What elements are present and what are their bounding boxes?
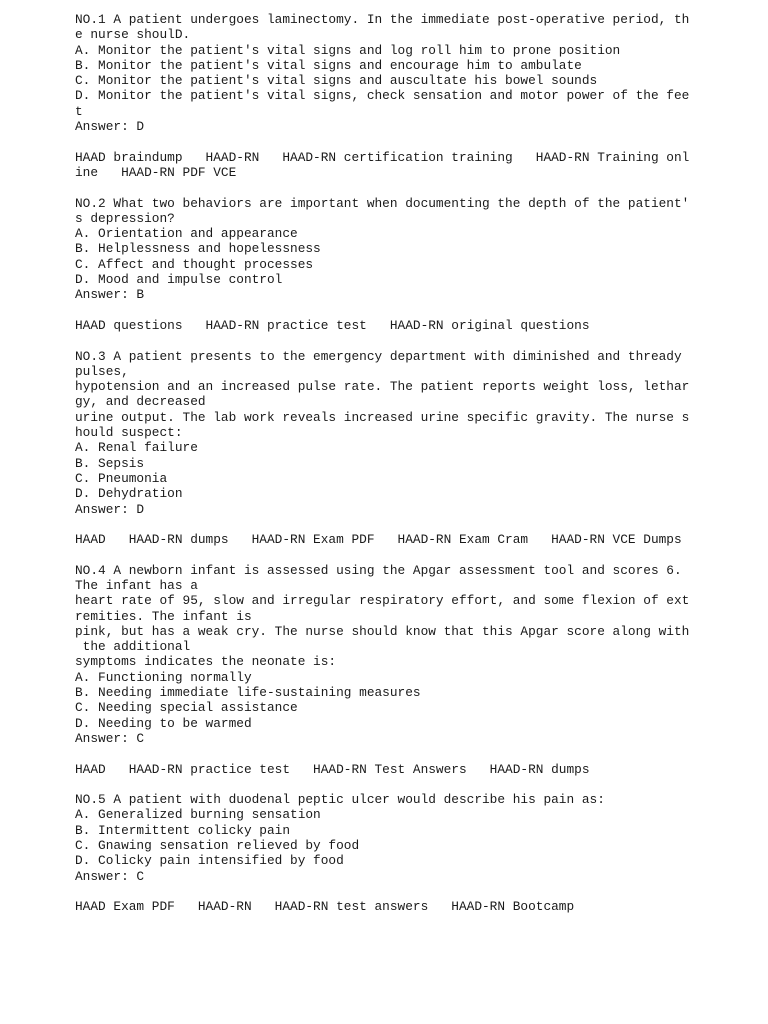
question-text: s depression? [75, 210, 175, 226]
option-b: B. Monitor the patient's vital signs and encourage him to ambulate [75, 57, 582, 73]
question-block-2 [75, 195, 690, 303]
option-b: B. Sepsis [75, 455, 145, 471]
question-block-4 [75, 562, 690, 747]
tag-links-1 [75, 149, 690, 181]
tag-link-line[interactable]: HAAD questions HAAD-RN practice test HAAD-RN original questions [75, 317, 590, 333]
option-b: B. Intermittent colicky pain [75, 822, 291, 838]
tag-link-line[interactable]: HAAD HAAD-RN dumps HAAD-RN Exam PDF HAAD-RN Exam Cram HAAD-RN VCE Dumps [75, 532, 682, 548]
option-d: D. Mood and impulse control [75, 272, 283, 288]
tag-link-line[interactable]: HAAD Exam PDF HAAD-RN HAAD-RN test answers HAAD-RN Bootcamp [75, 899, 575, 915]
question-text: hypotension and an increased pulse rate. The patient reports weight loss, lethar [75, 379, 690, 395]
question-text: hould suspect: [75, 425, 183, 441]
option-a: A. Functioning normally [75, 669, 252, 685]
question-text: heart rate of 95, slow and irregular respiratory effort, and some flexion of ext [75, 593, 690, 609]
question-text: symptoms indicates the neonate is: [75, 654, 337, 670]
question-text: NO.2 What two behaviors are important when documenting the depth of the patient' [75, 195, 690, 211]
tag-links-4 [75, 762, 685, 777]
tag-link-line[interactable]: HAAD braindump HAAD-RN HAAD-RN certification training HAAD-RN Training onl [75, 149, 690, 165]
document-page [75, 12, 690, 930]
question-text: NO.4 A newborn infant is assessed using the Apgar assessment tool and scores 6. [75, 562, 682, 578]
question-text: remities. The infant is [75, 608, 252, 624]
option-a: A. Renal failure [75, 440, 198, 456]
tag-link-line[interactable]: ine HAAD-RN PDF VCE [75, 164, 237, 180]
tag-link-line[interactable]: HAAD HAAD-RN practice test HAAD-RN Test Answers HAAD-RN dumps [75, 761, 590, 777]
answer-line: Answer: D [75, 119, 145, 135]
question-text: The infant has a [75, 577, 198, 593]
option-d: t [75, 103, 83, 119]
option-a: A. Monitor the patient's vital signs and log roll him to prone position [75, 42, 621, 58]
option-c: C. Affect and thought processes [75, 256, 314, 272]
option-d: D. Dehydration [75, 486, 183, 502]
option-d: D. Needing to be warmed [75, 715, 252, 731]
question-block-1 [75, 12, 690, 135]
answer-line: Answer: C [75, 730, 145, 746]
question-text: NO.1 A patient undergoes laminectomy. In the immediate post-operative period, th [75, 12, 690, 27]
option-d: D. Monitor the patient's vital signs, check sensation and motor power of the fee [75, 88, 690, 104]
option-c: C. Gnawing sensation relieved by food [75, 838, 360, 854]
tag-links-5 [75, 899, 685, 914]
question-text: pulses, [75, 363, 129, 379]
option-c: C. Monitor the patient's vital signs and auscultate his bowel sounds [75, 73, 598, 89]
option-b: B. Helplessness and hopelessness [75, 241, 321, 257]
question-text: NO.3 A patient presents to the emergency department with diminished and thready [75, 348, 682, 364]
question-text: the additional [75, 639, 191, 655]
option-c: C. Pneumonia [75, 470, 168, 486]
option-d: D. Colicky pain intensified by food [75, 853, 344, 869]
question-text: gy, and decreased [75, 394, 206, 410]
tag-links-2 [75, 318, 685, 333]
option-c: C. Needing special assistance [75, 700, 298, 716]
question-text: NO.5 A patient with duodenal peptic ulcer would describe his pain as: [75, 792, 605, 808]
answer-line: Answer: D [75, 501, 145, 517]
answer-line: Answer: C [75, 868, 145, 884]
answer-line: Answer: B [75, 287, 145, 303]
question-text: pink, but has a weak cry. The nurse should know that this Apgar score along with [75, 623, 690, 639]
question-text: urine output. The lab work reveals increased urine specific gravity. The nurse s [75, 409, 690, 425]
question-block-5 [75, 792, 685, 884]
option-a: A. Generalized burning sensation [75, 807, 321, 823]
option-a: A. Orientation and appearance [75, 226, 298, 242]
question-text: e nurse shoulD. [75, 27, 191, 43]
option-b: B. Needing immediate life-sustaining measures [75, 685, 421, 701]
tag-links-3 [75, 532, 685, 547]
question-block-3 [75, 348, 690, 517]
